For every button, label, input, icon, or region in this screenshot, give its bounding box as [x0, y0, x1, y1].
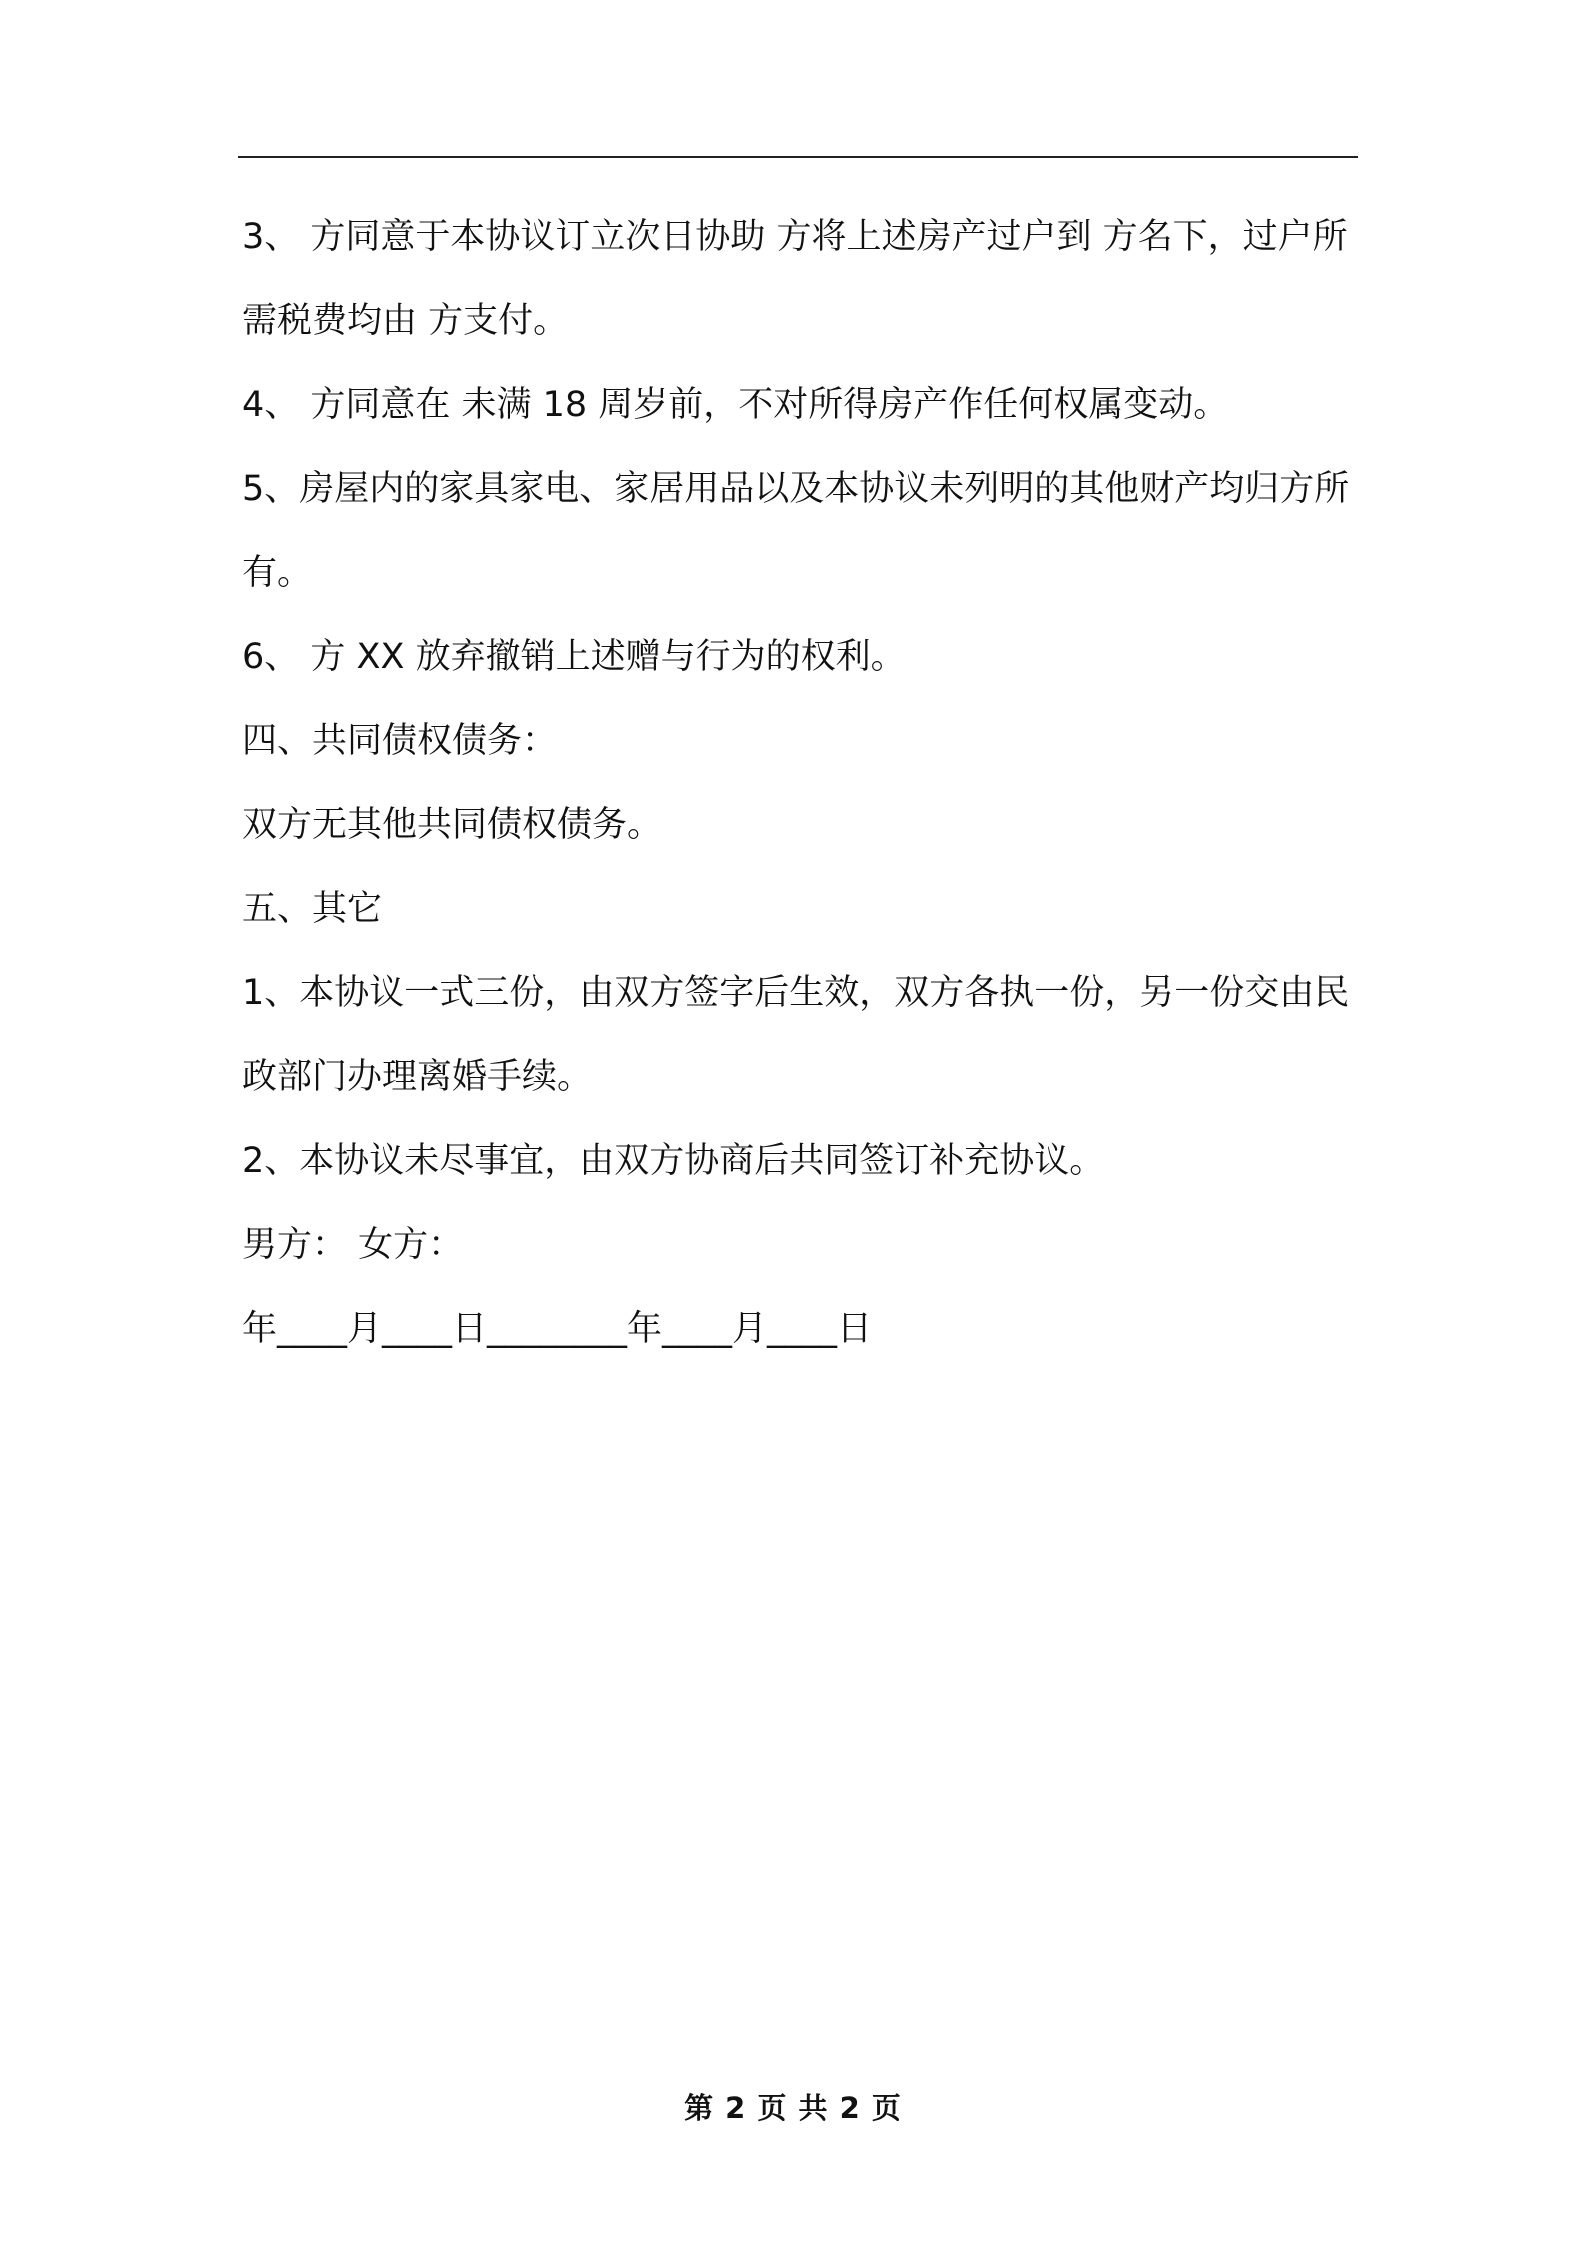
section-4-text: 双方无其他共同债权债务。 [242, 805, 663, 845]
clause-5-household-items: 5、房屋内的家具家电、家居用品以及本协议未列明的其他财产均归方所有。 [242, 469, 1350, 593]
section-4-heading: 四、共同债权债务： [242, 721, 558, 761]
clause-3-transfer: 3、 方同意于本协议订立次日协助 方将上述房产过户到 方名下，过户所需税费均由 方支付。 [242, 217, 1348, 341]
other-clause-1: 1、本协议一式三份，由双方签字后生效，双方各执一份，另一份交由民政部门办理离婚手续。 [242, 973, 1350, 1097]
section-5-heading: 五、其它 [242, 889, 383, 929]
document-body [242, 195, 1358, 1371]
header-rule [238, 156, 1358, 158]
date-line: 年____月____日________年____月____日 [242, 1309, 873, 1349]
clause-4-no-change: 4、 方同意在 未满 18 周岁前，不对所得房产作任何权属变动。 [242, 385, 1229, 425]
page-footer: 第 2 页 共 2 页 [684, 2091, 902, 2125]
signature-line: 男方： 女方： [242, 1225, 464, 1265]
clause-6-waiver: 6、 方 XX 放弃撤销上述赠与行为的权利。 [242, 637, 906, 677]
other-clause-2: 2、本协议未尽事宜，由双方协商后共同签订补充协议。 [242, 1141, 1105, 1181]
